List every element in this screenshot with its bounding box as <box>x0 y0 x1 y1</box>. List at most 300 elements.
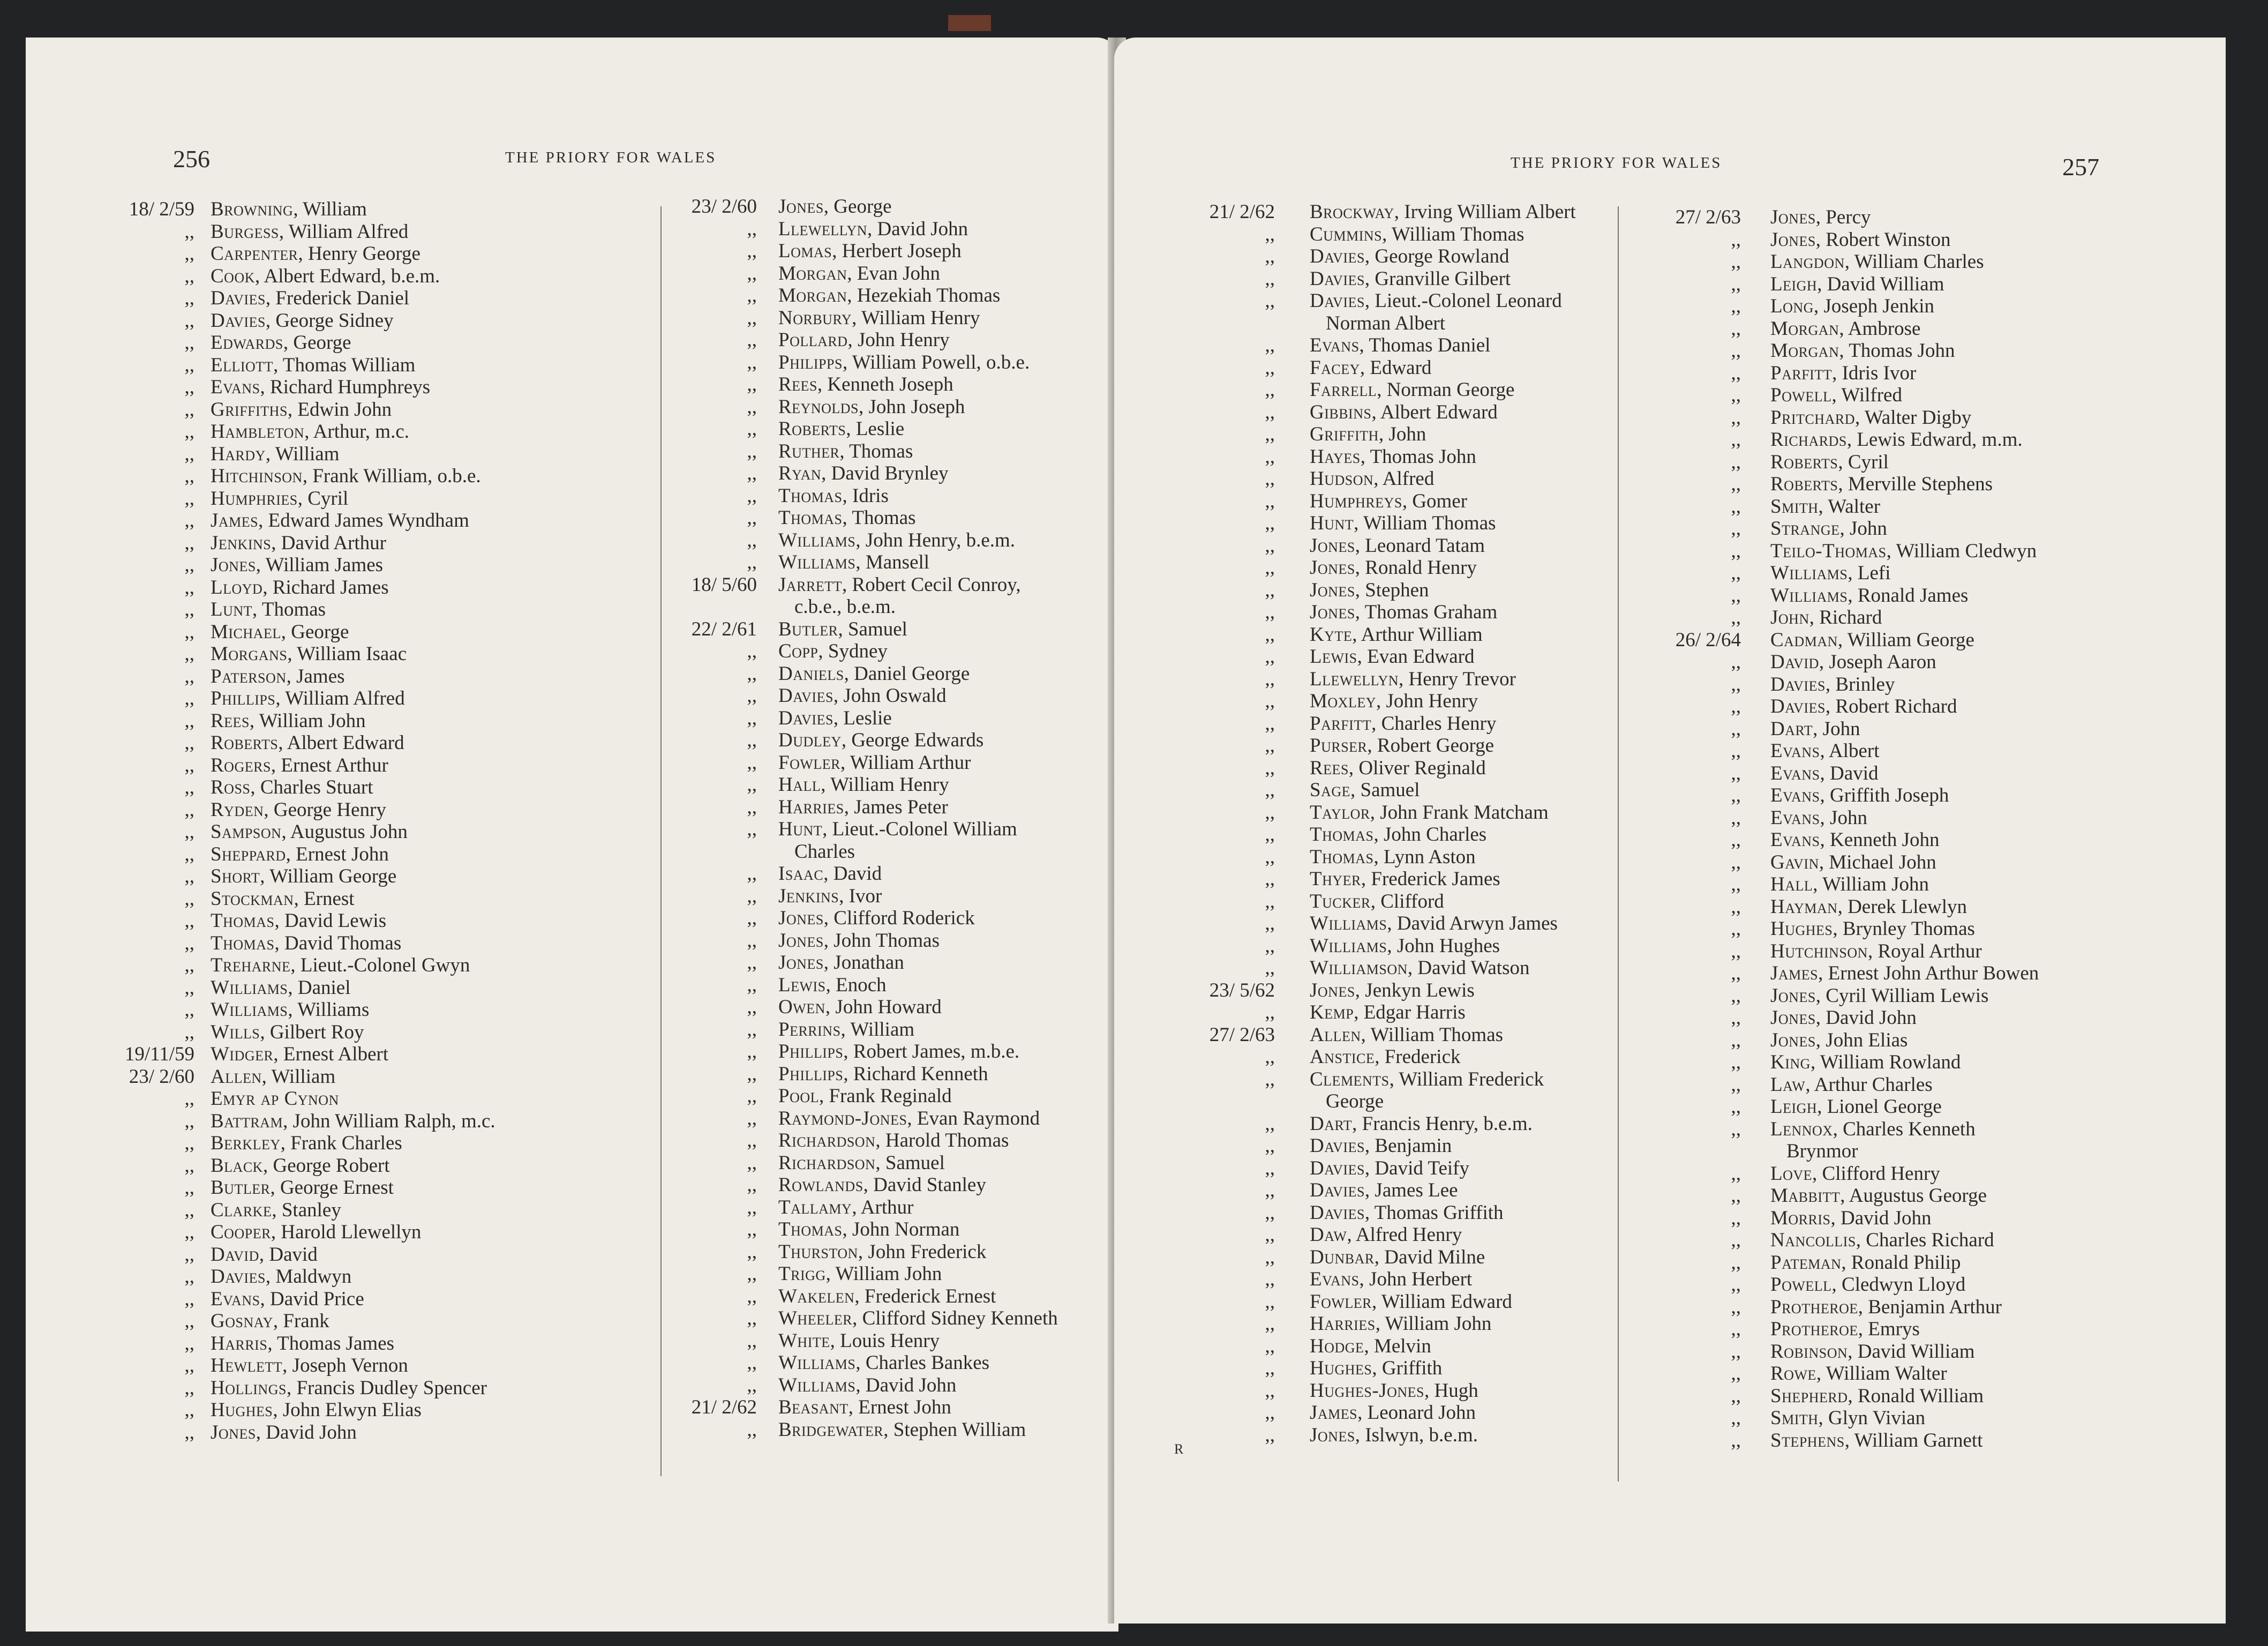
entry-surname: Hughes <box>211 1399 273 1421</box>
entry-forenames: , Charles Richard <box>1856 1229 1994 1251</box>
list-entry <box>1650 1007 2212 1029</box>
list-entry <box>103 488 639 510</box>
entry-date: ,, <box>184 354 194 376</box>
list-entry <box>103 577 639 599</box>
entry-forenames: Charles <box>794 840 855 863</box>
entry-surname: White <box>778 1329 830 1352</box>
entry-date: ,, <box>1265 779 1275 801</box>
entry-date: 23/ 5/62 <box>1209 979 1275 1001</box>
entry-date: ,, <box>1265 846 1275 868</box>
entry-surname: Dart <box>1310 1112 1353 1135</box>
entry-forenames: , Cyril William Lewis <box>1815 984 1989 1007</box>
entry-forenames: , Maldwyn <box>265 1266 352 1288</box>
list-entry <box>1184 1291 1666 1313</box>
column-rule <box>660 206 662 1476</box>
entry-surname: Lewis <box>778 974 826 996</box>
entry-name <box>1770 629 1974 652</box>
entry-name <box>1770 896 1967 918</box>
entry-forenames: , John Henry <box>1376 690 1478 712</box>
entry-surname: Sage <box>1310 779 1351 801</box>
entry-date: ,, <box>1265 668 1275 690</box>
entry-forenames: , David John <box>855 1374 957 1396</box>
entry-name <box>1310 1291 1512 1313</box>
entry-name <box>211 732 404 754</box>
entry-date: ,, <box>1265 557 1275 579</box>
entry-name <box>778 863 882 885</box>
list-entry <box>1184 290 1666 312</box>
entry-forenames: , John Howard <box>825 996 942 1018</box>
entry-surname: Jones <box>1310 601 1355 623</box>
entry-surname: Thomas <box>211 910 275 932</box>
entry-surname: Leigh <box>1770 1096 1818 1118</box>
entry-forenames: , John Hughes <box>1387 934 1500 957</box>
entry-date: ,, <box>1731 495 1741 518</box>
entry-forenames: , Royal Arthur <box>1867 940 1982 962</box>
entry-surname: Parfitt <box>1310 712 1372 735</box>
list-entry <box>1184 357 1666 379</box>
entry-name <box>211 621 349 644</box>
entry-surname: Williams <box>778 1374 856 1396</box>
entry-name <box>778 418 904 440</box>
list-entry <box>103 1266 639 1288</box>
entry-date: ,, <box>184 465 194 487</box>
entry-surname: Jones <box>211 1421 256 1443</box>
list-entry <box>1650 206 2212 229</box>
list-entry <box>666 1129 1121 1152</box>
list-entry <box>666 1307 1121 1330</box>
list-entry <box>1184 334 1666 357</box>
entry-forenames: , Lionel George <box>1817 1096 1942 1118</box>
entry-forenames: , Wilfred <box>1831 384 1902 406</box>
entry-date: ,, <box>184 1266 194 1288</box>
entry-name <box>778 1129 1009 1152</box>
entry-name <box>1770 1118 1976 1141</box>
entry-date: ,, <box>747 818 757 840</box>
entry-date: ,, <box>1731 717 1741 740</box>
entry-name <box>1310 779 1420 802</box>
list-entry <box>666 1263 1121 1285</box>
entry-date: ,, <box>747 751 757 774</box>
entry-surname: Thomas <box>211 932 275 954</box>
entry-surname: Anstice <box>1310 1046 1375 1068</box>
entry-name <box>778 507 916 529</box>
list-entry <box>666 618 1121 641</box>
entry-date: ,, <box>1265 1357 1275 1379</box>
entry-name <box>211 421 409 443</box>
entry-forenames: , Alfred <box>1373 468 1435 490</box>
entry-name <box>1770 273 1944 296</box>
entry-date: ,, <box>184 598 194 620</box>
entry-forenames: , Robert Richard <box>1825 695 1957 717</box>
entry-surname: Cook <box>211 265 256 287</box>
entry-surname: Jones <box>1770 1007 1816 1029</box>
entry-forenames: , Arthur Charles <box>1805 1073 1933 1096</box>
entry-name <box>1310 512 1496 535</box>
entry-surname: Butler <box>211 1177 271 1199</box>
entry-name <box>211 1421 357 1444</box>
list-entry <box>1184 1268 1666 1291</box>
entry-surname: Llewellyn <box>1310 668 1399 690</box>
entry-surname: Evans <box>1770 806 1820 829</box>
entry-date: 23/ 2/60 <box>129 1065 194 1088</box>
entry-name <box>778 1374 956 1397</box>
list-entry <box>1650 918 2212 940</box>
list-entry <box>1184 646 1666 668</box>
list-entry <box>1650 1252 2212 1274</box>
entry-surname: Thomas <box>778 484 843 507</box>
list-entry <box>666 729 1121 752</box>
entry-name <box>778 930 940 952</box>
entry-name <box>211 954 470 977</box>
entry-date: ,, <box>1265 1424 1275 1446</box>
list-entry <box>1184 1001 1666 1024</box>
entry-surname: Reynolds <box>778 395 859 418</box>
entry-name <box>211 443 340 466</box>
entry-date: ,, <box>184 443 194 465</box>
entry-name <box>778 1263 942 1285</box>
list-entry <box>103 754 639 777</box>
entry-date: ,, <box>1731 1029 1741 1051</box>
list-entry <box>1184 312 1666 335</box>
entry-forenames: , Alfred Henry <box>1347 1224 1462 1246</box>
entry-forenames: , Samuel <box>875 1151 945 1174</box>
entry-forenames: , William Alfred <box>279 220 409 243</box>
entry-date: ,, <box>1265 1379 1275 1402</box>
entry-forenames: , Lynn Aston <box>1373 846 1476 868</box>
entry-date: ,, <box>1731 451 1741 473</box>
entry-forenames: , John Frederick <box>858 1240 987 1263</box>
list-entry <box>1184 1157 1666 1180</box>
entry-forenames: , Frederick <box>1375 1046 1461 1068</box>
entry-forenames: , David Arwyn James <box>1387 912 1558 934</box>
entry-forenames: , Ronald Philip <box>1841 1251 1961 1274</box>
entry-name <box>778 263 940 285</box>
entry-forenames: , David <box>259 1243 318 1266</box>
entry-date: ,, <box>184 887 194 910</box>
entry-forenames: , William Edward <box>1372 1290 1512 1313</box>
entry-date: ,, <box>1265 1402 1275 1424</box>
entry-date: ,, <box>184 554 194 576</box>
list-entry <box>103 399 639 421</box>
entry-date: ,, <box>184 999 194 1021</box>
entry-date: ,, <box>1731 1207 1741 1229</box>
entry-date: ,, <box>1265 757 1275 779</box>
entry-surname: Evans <box>211 376 260 398</box>
entry-forenames: , Robert James, m.b.e. <box>843 1041 1020 1063</box>
entry-date: ,, <box>1265 223 1275 245</box>
entry-name <box>778 485 889 507</box>
entry-forenames: , George Edwards <box>841 729 984 751</box>
list-entry <box>1650 1096 2212 1118</box>
entry-surname: Raymond-Jones <box>778 1107 907 1129</box>
list-entry <box>1650 1363 2212 1385</box>
entry-name <box>211 265 440 288</box>
entry-surname: Law <box>1770 1073 1806 1096</box>
entry-forenames: , Daniel <box>288 976 351 999</box>
list-entry <box>666 1285 1121 1308</box>
list-entry <box>1184 446 1666 468</box>
list-entry <box>1650 851 2212 874</box>
entry-surname: Kemp <box>1310 1001 1354 1023</box>
list-entry <box>103 532 639 555</box>
entry-forenames: , Kenneth John <box>1820 829 1940 851</box>
entry-date: ,, <box>747 1263 757 1285</box>
entry-forenames: , Thomas John <box>1839 340 1955 362</box>
entry-forenames: , Joseph Jenkin <box>1813 295 1935 317</box>
entry-date: ,, <box>1265 890 1275 912</box>
entry-forenames: , James Peter <box>844 796 948 818</box>
entry-date: ,, <box>1731 518 1741 540</box>
entry-surname: Wheeler <box>778 1307 853 1329</box>
entry-surname: Richardson <box>778 1129 876 1151</box>
entry-surname: Gosnay <box>211 1310 273 1332</box>
entry-name <box>778 307 980 330</box>
entry-forenames: , Arthur <box>852 1196 914 1218</box>
entry-surname: Kyte <box>1310 623 1353 646</box>
entry-name <box>1310 357 1431 379</box>
entry-forenames: , Ronald James <box>1848 584 1969 607</box>
page-number: 257 <box>2062 153 2099 181</box>
list-entry <box>1650 384 2212 407</box>
entry-surname: Taylor <box>1310 801 1370 824</box>
entry-forenames: , James Lee <box>1364 1179 1458 1201</box>
entry-forenames: , Thomas <box>252 598 326 620</box>
entry-surname: Lennox <box>1770 1118 1833 1140</box>
entry-date: ,, <box>184 643 194 665</box>
list-entry <box>1184 1246 1666 1269</box>
entry-date: ,, <box>1731 340 1741 362</box>
entry-name <box>778 907 975 930</box>
entry-name <box>778 618 907 641</box>
list-entry <box>1184 579 1666 602</box>
entry-name <box>1770 940 1982 963</box>
list-entry <box>666 418 1121 440</box>
list-entry <box>666 485 1121 507</box>
entry-surname: Davies <box>1310 1135 1365 1157</box>
entry-forenames: , Walter Digby <box>1854 406 1972 429</box>
entry-date: ,, <box>747 507 757 529</box>
entry-surname: Allen <box>1310 1023 1361 1046</box>
entry-name <box>211 932 401 955</box>
entry-name <box>211 1221 421 1244</box>
entry-surname: Thomas <box>778 1218 843 1240</box>
entry-date: ,, <box>747 907 757 929</box>
entry-date: ,, <box>1731 1073 1741 1096</box>
entry-date: ,, <box>1265 1157 1275 1179</box>
entry-forenames: , John Joseph <box>859 395 965 418</box>
entry-date: ,, <box>184 932 194 954</box>
entry-forenames: , William John <box>249 709 366 732</box>
entry-date: ,, <box>184 1310 194 1332</box>
list-entry <box>666 1218 1121 1241</box>
entry-forenames: , Kenneth Joseph <box>817 373 953 395</box>
entry-date: ,, <box>747 640 757 662</box>
entry-forenames: George <box>1326 1090 1384 1112</box>
entry-forenames: , Edwin John <box>287 398 392 421</box>
entry-date: ,, <box>184 798 194 821</box>
list-entry <box>666 551 1121 574</box>
entry-forenames: , John <box>1839 518 1887 540</box>
entry-surname: Widger <box>211 1043 274 1065</box>
entry-surname: Wakelen <box>778 1285 855 1307</box>
entry-name <box>778 729 983 752</box>
entry-surname: Hughes <box>1310 1357 1372 1379</box>
list-entry <box>103 332 639 354</box>
entry-date: ,, <box>1265 490 1275 512</box>
running-head: THE PRIORY FOR WALES <box>505 149 717 166</box>
entry-surname: Ryan <box>778 462 822 484</box>
entry-forenames: , Gomer <box>1402 490 1468 512</box>
list-entry <box>1184 1313 1666 1335</box>
entry-surname: Powell <box>1770 384 1832 406</box>
entry-date: ,, <box>184 1399 194 1421</box>
entry-name <box>778 196 892 218</box>
list-entry <box>666 218 1121 241</box>
entry-name <box>211 865 396 888</box>
entry-name <box>778 529 1015 552</box>
entry-surname: Harries <box>778 796 844 818</box>
entry-forenames: , Arthur William <box>1352 623 1483 646</box>
entry-name <box>1310 401 1498 424</box>
list-entry <box>1650 962 2212 985</box>
entry-forenames: , Evan Edward <box>1357 646 1475 668</box>
entry-date: ,, <box>1731 784 1741 806</box>
entry-date: ,, <box>1265 601 1275 623</box>
entry-date: ,, <box>1265 623 1275 646</box>
entry-forenames: , David Lewis <box>274 910 387 932</box>
list-entry <box>1650 1274 2212 1296</box>
entry-forenames: , Edward James Wyndham <box>258 510 469 532</box>
list-entry <box>666 1019 1121 1041</box>
entry-forenames: , William Thomas <box>1361 1023 1504 1046</box>
entry-surname: Hitchinson <box>211 465 303 487</box>
entry-date: ,, <box>747 1151 757 1174</box>
entry-name <box>211 1244 318 1266</box>
entry-surname: Lunt <box>211 598 253 620</box>
entry-name <box>1310 1068 1544 1091</box>
entry-date: ,, <box>1265 290 1275 312</box>
entry-date: ,, <box>1265 267 1275 290</box>
list-entry <box>1184 868 1666 891</box>
entry-forenames: , William Henry <box>821 774 949 796</box>
list-entry <box>1650 1229 2212 1252</box>
entry-forenames: , George Henry <box>264 798 386 821</box>
list-entry <box>666 396 1121 418</box>
entry-name <box>1310 1268 1472 1291</box>
entry-surname: Morgan <box>778 285 847 306</box>
entry-surname: Richards <box>1770 429 1847 451</box>
entry-date: ,, <box>184 1221 194 1243</box>
entry-surname: Edwards <box>211 332 283 354</box>
list-entry <box>1650 1341 2212 1363</box>
entry-surname: Jones <box>778 907 824 929</box>
entry-forenames: , Ronald Henry <box>1355 557 1477 579</box>
entry-date: ,, <box>1731 1185 1741 1207</box>
entry-date: 18/ 2/59 <box>129 198 194 220</box>
entry-date: ,, <box>747 1285 757 1307</box>
list-entry <box>103 732 639 754</box>
entry-date: ,, <box>1731 918 1741 940</box>
entry-surname: Jenkins <box>778 885 839 907</box>
list-entry <box>1184 690 1666 713</box>
list-entry <box>103 932 639 955</box>
entry-name <box>1310 1179 1458 1202</box>
entry-name <box>1310 468 1434 490</box>
entry-name <box>1310 245 1510 268</box>
entry-date: ,, <box>1731 962 1741 984</box>
entry-forenames: , Williams <box>288 999 370 1021</box>
entry-forenames: , Charles Henry <box>1371 712 1497 735</box>
entry-name <box>1310 1313 1491 1335</box>
entry-date: ,, <box>747 996 757 1018</box>
list-entry <box>666 952 1121 974</box>
entry-name <box>1770 251 1984 273</box>
entry-forenames: , Francis Dudley Spencer <box>286 1376 487 1399</box>
entry-name <box>778 440 913 463</box>
entry-name <box>1310 979 1475 1002</box>
entry-forenames: , Ronald William <box>1848 1385 1984 1407</box>
list-entry <box>103 1088 639 1110</box>
entry-date: ,, <box>1265 1201 1275 1224</box>
entry-surname: Short <box>211 865 260 887</box>
entry-date: ,, <box>1731 562 1741 584</box>
list-entry <box>103 465 639 488</box>
entry-date: ,, <box>1731 251 1741 273</box>
entry-forenames: , Thomas Griffith <box>1364 1201 1504 1224</box>
entry-surname: Williams <box>778 529 856 551</box>
list-entry <box>1184 1424 1666 1447</box>
entry-surname: Davies <box>211 287 266 309</box>
entry-name <box>1770 585 1968 607</box>
entry-name <box>1310 935 1500 957</box>
entry-date: ,, <box>1265 957 1275 979</box>
entry-name <box>1770 562 1890 585</box>
entry-forenames: , William George <box>260 865 397 887</box>
list-entry <box>103 443 639 466</box>
list-entry <box>1650 1163 2212 1185</box>
entry-forenames: , William Powell, o.b.e. <box>842 351 1030 373</box>
entry-forenames: , Richard <box>1809 607 1882 629</box>
entry-forenames: , Charles Bankes <box>855 1352 990 1374</box>
list-entry <box>1650 473 2212 496</box>
entry-forenames: , John Elwyn Elias <box>273 1399 422 1421</box>
entry-date: ,, <box>747 685 757 707</box>
entry-date: ,, <box>184 243 194 265</box>
entry-forenames: , Ernest John <box>286 843 389 865</box>
entry-forenames: , George Rowland <box>1364 245 1510 267</box>
entry-forenames: , Brinley <box>1825 673 1895 695</box>
list-entry <box>103 910 639 932</box>
entry-surname: Strange <box>1770 518 1840 540</box>
entry-date: ,, <box>1731 473 1741 495</box>
entry-date: ,, <box>747 351 757 373</box>
entry-date: ,, <box>1731 1385 1741 1407</box>
entry-date: ,, <box>747 774 757 796</box>
entry-name <box>778 1108 1040 1130</box>
entry-surname: Jones <box>1310 1424 1355 1446</box>
entry-name <box>1770 1051 1961 1074</box>
entry-date: ,, <box>1265 1290 1275 1313</box>
list-entry <box>103 1310 639 1333</box>
entry-name <box>211 554 383 577</box>
list-entry <box>103 843 639 866</box>
entry-date: ,, <box>747 1018 757 1041</box>
entry-name <box>1310 1402 1476 1424</box>
entry-date: ,, <box>184 287 194 309</box>
entry-date: ,, <box>1731 673 1741 695</box>
entry-surname: Hutchinson <box>1770 940 1868 962</box>
entry-forenames: , Arthur, m.c. <box>304 421 410 443</box>
